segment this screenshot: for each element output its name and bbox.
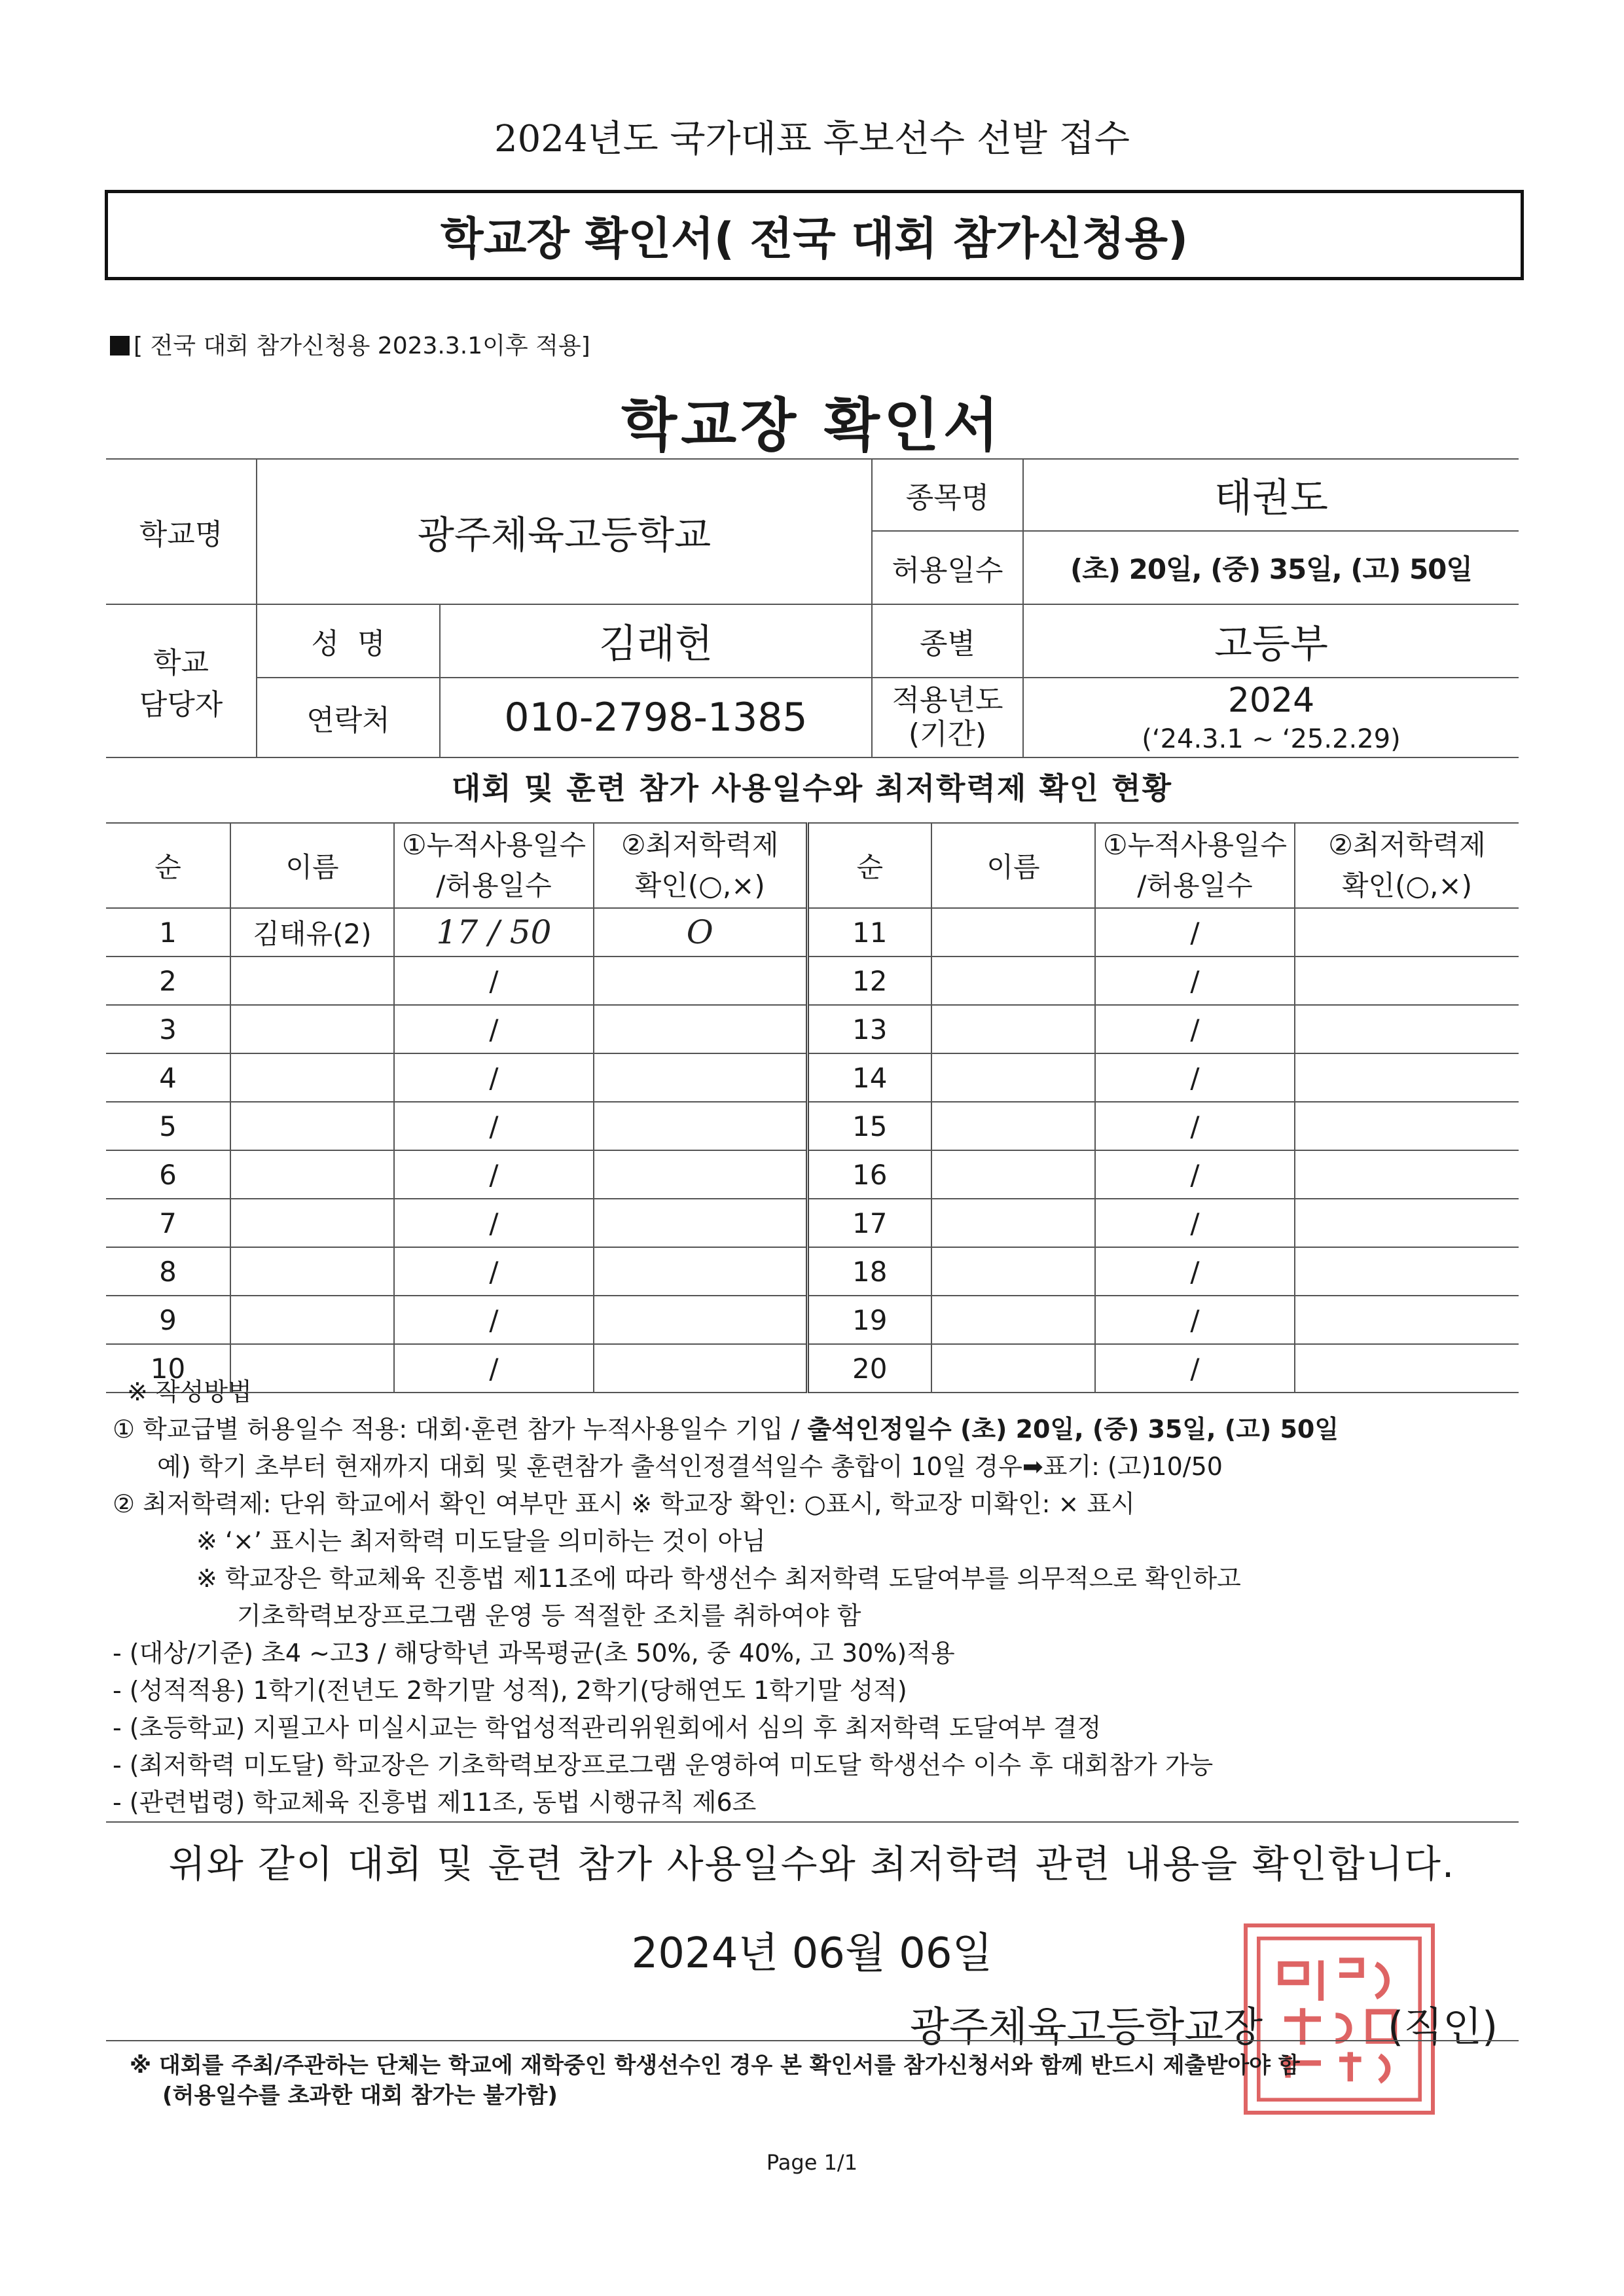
instruction-line-5: ※ 학교장은 학교체육 진흥법 제11조에 따라 학생선수 최저학력 도달여부를 의무적으로 확인하고 bbox=[196, 1564, 1241, 1593]
header-days-1: ①누적사용일수 bbox=[401, 829, 586, 861]
main-title: 학교장 확인서 bbox=[621, 392, 1003, 459]
table-row bbox=[106, 1150, 1519, 1199]
instructions-heading: ※ 작성방법 bbox=[127, 1377, 252, 1406]
row-days: / bbox=[1095, 1102, 1295, 1150]
status-table-header bbox=[106, 823, 1519, 908]
row-check bbox=[1295, 957, 1519, 1005]
instruction-line-8: - (성적적용) 1학기(전년도 2학기말 성적), 2학기(당해연도 1학기말 성적) bbox=[113, 1676, 907, 1705]
phone-label: 연락처 bbox=[257, 678, 440, 757]
instructions bbox=[113, 1374, 1526, 1821]
principal-name: 광주체육고등학교장 bbox=[910, 2003, 1263, 2050]
header-days-1-right: ①누적사용일수 bbox=[1102, 829, 1288, 861]
row-check bbox=[594, 1247, 807, 1296]
row-no: 11 bbox=[807, 908, 931, 957]
row-days: / bbox=[1095, 1247, 1295, 1296]
boxed-title bbox=[105, 190, 1524, 280]
subnote bbox=[110, 327, 590, 361]
row-name bbox=[230, 1005, 394, 1053]
row-no: 16 bbox=[807, 1150, 931, 1199]
instruction-line-1b: 출석인정일수 (초) 20일, (중) 35일, (고) 50일 bbox=[807, 1415, 1339, 1444]
instruction-line-4: ※ ‘×’ 표시는 최저학력 미도달을 의미하는 것이 아님 bbox=[196, 1527, 766, 1556]
boxed-title-text: 학교장 확인서( 전국 대회 참가신청용) bbox=[440, 213, 1189, 265]
row-check bbox=[594, 1102, 807, 1150]
year-label-2: (기간) bbox=[908, 718, 987, 751]
subnote-text: [ 전국 대회 참가신청용 2023.3.1이후 적용] bbox=[134, 333, 590, 359]
row-name bbox=[931, 1102, 1095, 1150]
header-days bbox=[394, 823, 594, 908]
row-no: 9 bbox=[106, 1296, 230, 1344]
footer-note bbox=[130, 2050, 1530, 2111]
footer-note-line-2: (허용일수를 초과한 대회 참가는 불가함) bbox=[162, 2083, 558, 2109]
row-no: 17 bbox=[807, 1199, 931, 1247]
row-no: 19 bbox=[807, 1296, 931, 1344]
year-value bbox=[1023, 678, 1519, 757]
row-no: 2 bbox=[106, 957, 230, 1005]
instruction-line-1 bbox=[113, 1411, 1526, 1448]
header-academic-1: ②최저학력제 bbox=[621, 829, 779, 861]
row-days: / bbox=[1095, 1344, 1295, 1393]
row-days: / bbox=[394, 1247, 594, 1296]
row-no: 14 bbox=[807, 1053, 931, 1102]
row-no: 4 bbox=[106, 1053, 230, 1102]
name-value: 김래헌 bbox=[440, 604, 872, 678]
row-days: / bbox=[394, 1150, 594, 1199]
confirm-sentence: 위와 같이 대회 및 훈련 참가 사용일수와 최저학력 관련 내용을 확인합니다. bbox=[168, 1842, 1456, 1886]
status-table bbox=[106, 822, 1519, 1393]
contact-group-label-2: 담당자 bbox=[139, 688, 223, 721]
row-name bbox=[230, 1053, 394, 1102]
table-row bbox=[106, 908, 1519, 957]
page-number: Page 1/1 bbox=[766, 2150, 858, 2175]
header-name-right: 이름 bbox=[931, 823, 1095, 908]
divider bbox=[106, 1821, 1519, 1823]
instruction-line-2: 예) 학기 초부터 현재까지 대회 및 훈련참가 출석인정결석일수 총합이 10일 경우➡표기: (고)10/50 bbox=[157, 1452, 1223, 1481]
row-name bbox=[931, 908, 1095, 957]
contact-group-label-1: 학교 bbox=[153, 646, 209, 680]
table-row bbox=[106, 1053, 1519, 1102]
section-title: 대회 및 훈련 참가 사용일수와 최저학력제 확인 현황 bbox=[451, 771, 1173, 806]
row-check bbox=[1295, 1199, 1519, 1247]
row-no: 1 bbox=[106, 908, 230, 957]
row-check bbox=[594, 1296, 807, 1344]
row-check bbox=[1295, 1247, 1519, 1296]
row-name bbox=[931, 1005, 1095, 1053]
header-days-right bbox=[1095, 823, 1295, 908]
table-row bbox=[106, 1247, 1519, 1296]
row-check bbox=[1295, 1053, 1519, 1102]
phone-value: 010-2798-1385 bbox=[440, 678, 872, 757]
row-check bbox=[1295, 1150, 1519, 1199]
row-name bbox=[931, 957, 1095, 1005]
year-label-1: 적용년도 bbox=[892, 683, 1003, 717]
bottom-divider bbox=[106, 2040, 1519, 2041]
name-label: 성 명 bbox=[257, 604, 440, 678]
issue-date: 2024년 06월 06일 bbox=[631, 1929, 993, 1978]
header-academic-2-right: 확인(○,×) bbox=[1341, 869, 1473, 902]
instruction-line-7: - (대상/기준) 초4 ~고3 / 해당학년 과목평균(초 50%, 중 40%, 고 30%)적용 bbox=[113, 1639, 955, 1667]
header-days-2-right: /허용일수 bbox=[1137, 869, 1253, 902]
row-days: 17 / 50 bbox=[394, 908, 594, 957]
row-check bbox=[594, 1005, 807, 1053]
row-name bbox=[230, 957, 394, 1005]
row-no: 5 bbox=[106, 1102, 230, 1150]
row-check bbox=[594, 1053, 807, 1102]
row-name: 김태유(2) bbox=[230, 908, 394, 957]
instruction-line-3: ② 최저학력제: 단위 학교에서 확인 여부만 표시 ※ 학교장 확인: ○표시, 학교장 미확인: × 표시 bbox=[113, 1489, 1135, 1518]
table-row bbox=[106, 957, 1519, 1005]
footer-note-line-1: ※ 대회를 주최/주관하는 단체는 학교에 재학중인 학생선수인 경우 본 확인서를 참가신청서와 함께 반드시 제출받아야 함 bbox=[130, 2052, 1300, 2079]
row-name bbox=[230, 1102, 394, 1150]
row-days: / bbox=[1095, 908, 1295, 957]
row-days: / bbox=[1095, 1296, 1295, 1344]
sport-label: 종목명 bbox=[872, 459, 1023, 531]
header-academic-2: 확인(○,×) bbox=[634, 869, 765, 902]
row-name bbox=[230, 1150, 394, 1199]
row-days: / bbox=[1095, 1199, 1295, 1247]
division-label: 종별 bbox=[872, 604, 1023, 678]
top-header: 2024년도 국가대표 후보선수 선발 접수 bbox=[494, 118, 1130, 160]
row-check bbox=[1295, 908, 1519, 957]
table-row bbox=[106, 1296, 1519, 1344]
row-check bbox=[594, 1150, 807, 1199]
row-name bbox=[931, 1150, 1095, 1199]
square-bullet-icon bbox=[110, 336, 130, 355]
row-no: 7 bbox=[106, 1199, 230, 1247]
row-check bbox=[594, 957, 807, 1005]
row-name bbox=[230, 1296, 394, 1344]
year-value-text: 2024 bbox=[1227, 681, 1315, 720]
row-no: 18 bbox=[807, 1247, 931, 1296]
instruction-line-10: - (최저학력 미도달) 학교장은 기초학력보장프로그램 운영하여 미도달 학생선수 이수 후 대회참가 가능 bbox=[113, 1751, 1214, 1779]
row-days: / bbox=[394, 957, 594, 1005]
school-value: 광주체육고등학교 bbox=[257, 459, 872, 604]
row-name bbox=[931, 1053, 1095, 1102]
row-days: / bbox=[394, 1199, 594, 1247]
year-label bbox=[872, 678, 1023, 757]
header-days-2: /허용일수 bbox=[436, 869, 552, 902]
row-days: / bbox=[394, 1344, 594, 1393]
row-check bbox=[1295, 1005, 1519, 1053]
header-name: 이름 bbox=[230, 823, 394, 908]
seal-label: (직인) bbox=[1388, 2003, 1498, 2050]
row-no: 10 bbox=[106, 1344, 230, 1393]
header-academic-1-right: ②최저학력제 bbox=[1328, 829, 1486, 861]
row-days: / bbox=[394, 1102, 594, 1150]
allowed-days-value: (초) 20일, (중) 35일, (고) 50일 bbox=[1023, 531, 1519, 604]
row-no: 3 bbox=[106, 1005, 230, 1053]
allowed-days-label: 허용일수 bbox=[872, 531, 1023, 604]
contact-group-label bbox=[106, 604, 257, 757]
row-no: 12 bbox=[807, 957, 931, 1005]
info-table bbox=[106, 458, 1519, 758]
sport-value: 태권도 bbox=[1023, 459, 1519, 531]
instruction-line-1a: ① 학교급별 허용일수 적용: 대회·훈련 참가 누적사용일수 기입 / bbox=[113, 1415, 808, 1444]
row-no: 15 bbox=[807, 1102, 931, 1150]
row-check bbox=[1295, 1102, 1519, 1150]
row-name bbox=[931, 1296, 1095, 1344]
header-no-right: 순 bbox=[807, 823, 931, 908]
table-row bbox=[106, 1005, 1519, 1053]
header-academic-right bbox=[1295, 823, 1519, 908]
instruction-line-6: 기초학력보장프로그램 운영 등 적절한 조치를 취하여야 함 bbox=[237, 1601, 861, 1630]
row-days: / bbox=[394, 1296, 594, 1344]
table-row bbox=[106, 1199, 1519, 1247]
row-name bbox=[931, 1247, 1095, 1296]
row-days: / bbox=[1095, 957, 1295, 1005]
row-no: 8 bbox=[106, 1247, 230, 1296]
row-days: / bbox=[394, 1005, 594, 1053]
row-no: 20 bbox=[807, 1344, 931, 1393]
table-row bbox=[106, 1102, 1519, 1150]
row-no: 6 bbox=[106, 1150, 230, 1199]
row-name bbox=[931, 1199, 1095, 1247]
row-name bbox=[230, 1199, 394, 1247]
instruction-line-11: - (관련법령) 학교체육 진흥법 제11조, 동법 시행규칙 제6조 bbox=[113, 1788, 757, 1817]
row-days: / bbox=[394, 1053, 594, 1102]
row-days: / bbox=[1095, 1053, 1295, 1102]
row-days: / bbox=[1095, 1005, 1295, 1053]
row-no: 13 bbox=[807, 1005, 931, 1053]
row-check bbox=[1295, 1296, 1519, 1344]
row-name bbox=[230, 1247, 394, 1296]
year-period: (‘24.3.1 ~ ‘25.2.29) bbox=[1142, 724, 1401, 754]
division-value: 고등부 bbox=[1023, 604, 1519, 678]
school-label: 학교명 bbox=[106, 459, 257, 604]
header-no: 순 bbox=[106, 823, 230, 908]
instruction-line-9: - (초등학교) 지필고사 미실시교는 학업성적관리위원회에서 심의 후 최저학력 도달여부 결정 bbox=[113, 1713, 1102, 1742]
header-academic bbox=[594, 823, 807, 908]
row-days: / bbox=[1095, 1150, 1295, 1199]
row-check: O bbox=[594, 908, 807, 957]
row-check bbox=[594, 1199, 807, 1247]
